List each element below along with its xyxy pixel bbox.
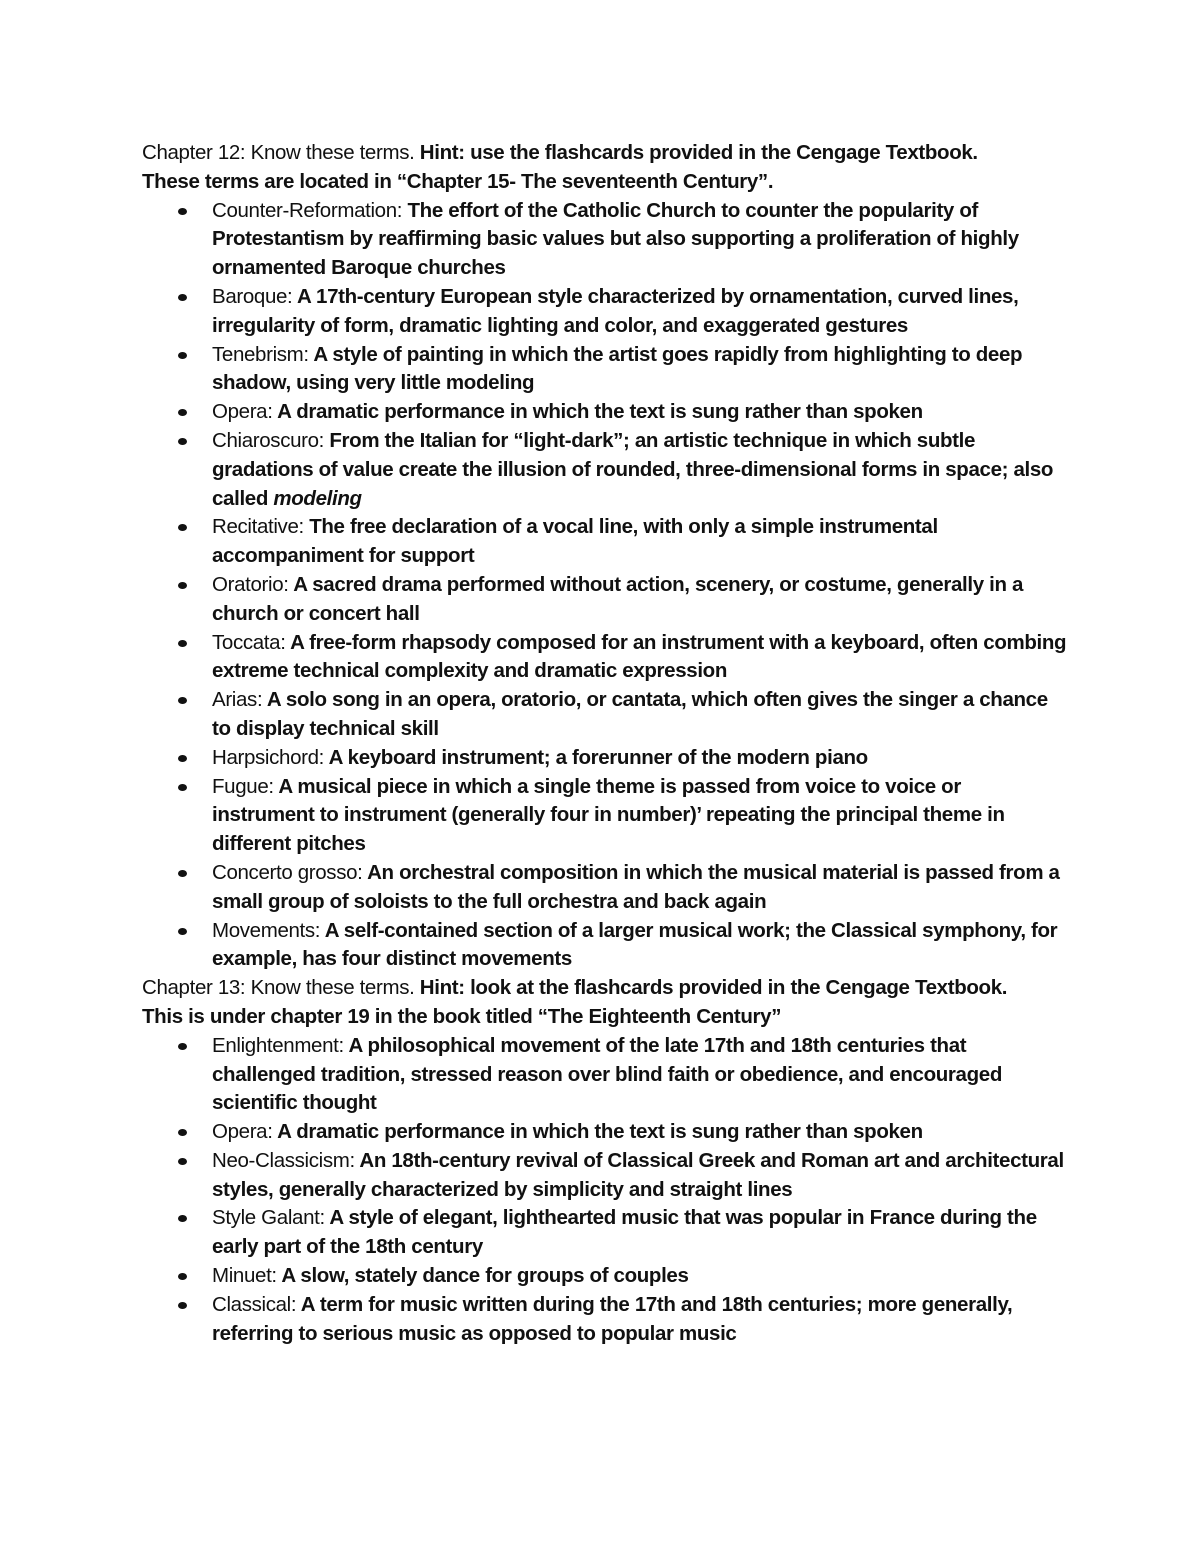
term-list-item (212, 629, 1067, 687)
term-definition: A dramatic performance in which the text is sung rather than spoken (272, 400, 923, 424)
bullet-icon (178, 1273, 187, 1280)
term-name: Recitative: (212, 515, 304, 539)
term-name: Classical: (212, 1292, 297, 1316)
term-name: Tenebrism: (212, 342, 309, 366)
term-list-item (212, 571, 1067, 629)
term-definition: A philosophical movement of the late 17th and 18th centuries that challenged tradition, stressed reason over blind faith or obedience, and encouraged scientific thought (212, 1033, 1002, 1115)
term-name: Harpsichord: (212, 745, 325, 769)
term-list-item (212, 859, 1067, 917)
bullet-icon (178, 294, 187, 301)
term-list-item (212, 1147, 1067, 1205)
term-list-item (212, 1118, 1067, 1147)
chapter-13-term-list (142, 1032, 1067, 1349)
term-list-item (212, 1204, 1067, 1262)
bullet-icon (178, 438, 187, 445)
term-definition: From the Italian for “light-dark”; an artistic technique in which subtle gradations of value create the illusion of rounded, three-dimensional forms in space; also called (212, 428, 1054, 510)
term-name: Enlightenment: (212, 1033, 344, 1057)
term-name: Oratorio: (212, 572, 289, 596)
term-definition: The free declaration of a vocal line, with only a simple instrumental accompaniment for support (212, 515, 938, 568)
chapter-12-heading (142, 139, 1067, 168)
term-definition-emphasis: modeling (273, 486, 362, 510)
bullet-icon (178, 755, 187, 762)
term-list-item (212, 1291, 1067, 1349)
term-list-item (212, 1262, 1067, 1291)
bullet-icon (178, 784, 187, 791)
term-definition: A free-form rhapsody composed for an instrument with a keyboard, often combing extreme technical complexity and dramatic expression (212, 630, 1067, 683)
bullet-icon (178, 697, 187, 704)
bullet-icon (178, 640, 187, 647)
chapter-12-subheading: These terms are located in “Chapter 15- The seventeenth Century”. (142, 169, 774, 193)
term-definition: A term for music written during the 17th and 18th centuries; more generally, referring to serious music as opposed to popular music (212, 1292, 1013, 1345)
term-name: Chiaroscuro: (212, 428, 325, 452)
chapter-13-subheading: This is under chapter 19 in the book titled “The Eighteenth Century” (142, 1004, 782, 1028)
term-name: Style Galant: (212, 1206, 325, 1230)
chapter-12-section (142, 139, 1067, 974)
term-list-item (212, 773, 1067, 859)
term-definition: An 18th-century revival of Classical Greek and Roman art and architectural styles, generally characterized by simplicity and straight lines (212, 1148, 1064, 1201)
term-list-item (212, 513, 1067, 571)
term-name: Toccata: (212, 630, 286, 654)
chapter-13-heading-prefix: Chapter 13: Know these terms. (142, 976, 420, 1000)
chapter-13-hint: Hint: look at the flashcards provided in the Cengage Textbook. (419, 976, 1008, 1000)
term-definition: A keyboard instrument; a forerunner of the modern piano (324, 745, 868, 769)
term-definition: A solo song in an opera, oratorio, or cantata, which often gives the singer a chance to display technical skill (212, 688, 1048, 740)
term-name: Baroque: (212, 284, 293, 308)
term-definition: A dramatic performance in which the text is sung rather than spoken (272, 1120, 923, 1144)
term-name: Neo-Classicism: (212, 1148, 355, 1172)
bullet-icon (178, 582, 187, 589)
term-name: Minuet: (212, 1264, 277, 1288)
bullet-icon (178, 352, 187, 359)
chapter-12-heading-prefix: Chapter 12: Know these terms. (142, 141, 420, 164)
bullet-icon (178, 208, 187, 215)
chapter-12-term-list (142, 197, 1067, 975)
term-name: Opera: (212, 1120, 273, 1144)
term-definition: A style of painting in which the artist goes rapidly from highlighting to deep shadow, using very little modeling (212, 342, 1023, 395)
term-definition: A self-contained section of a larger musical work; the Classical symphony, for example, has four distinct movements (212, 918, 1058, 971)
term-name: Opera: (212, 400, 273, 424)
bullet-icon (178, 1302, 187, 1309)
term-name: Concerto grosso: (212, 860, 363, 884)
term-list-item (212, 427, 1067, 513)
term-list-item (212, 686, 1067, 744)
term-definition: The effort of the Catholic Church to counter the popularity of Protestantism by reaffirming basic values but also supporting a proliferation of highly ornamented Baroque churches (212, 198, 1019, 280)
term-list-item (212, 1032, 1067, 1118)
term-name: Arias: (212, 688, 263, 712)
term-name: Movements: (212, 918, 321, 942)
term-list-item (212, 917, 1067, 975)
term-list-item (212, 283, 1067, 341)
term-definition: A sacred drama performed without action, scenery, or costume, generally in a church or concert hall (212, 572, 1024, 625)
term-list-item (212, 398, 1067, 427)
bullet-icon (178, 1129, 187, 1136)
term-name: Fugue: (212, 774, 274, 798)
chapter-12-hint: Hint: use the flashcards provided in the Cengage Textbook. (419, 141, 978, 164)
chapter-13-section (142, 974, 1067, 1348)
term-name: Counter-Reformation: (212, 198, 403, 222)
term-definition: A slow, stately dance for groups of couples (276, 1264, 689, 1288)
term-list-item (212, 341, 1067, 399)
term-list-item (212, 197, 1067, 283)
bullet-icon (178, 870, 187, 877)
bullet-icon (178, 1215, 187, 1222)
term-definition: An orchestral composition in which the musical material is passed from a small group of soloists to the full orchestra and back again (212, 860, 1060, 913)
document-page (142, 139, 1067, 1348)
bullet-icon (178, 1043, 187, 1050)
bullet-icon (178, 524, 187, 531)
bullet-icon (178, 409, 187, 416)
term-definition: A 17th-century European style characterized by ornamentation, curved lines, irregularity of form, dramatic lighting and color, and exaggerated gestures (212, 284, 1019, 337)
term-list-item (212, 744, 1067, 773)
bullet-icon (178, 928, 187, 935)
bullet-icon (178, 1158, 187, 1165)
term-definition: A style of elegant, lighthearted music that was popular in France during the early part of the 18th century (212, 1206, 1037, 1259)
term-definition: A musical piece in which a single theme is passed from voice to voice or instrument to instrument (generally four in number)’ repeating the principal theme in different pitches (212, 774, 1005, 856)
chapter-13-heading (142, 974, 1067, 1003)
